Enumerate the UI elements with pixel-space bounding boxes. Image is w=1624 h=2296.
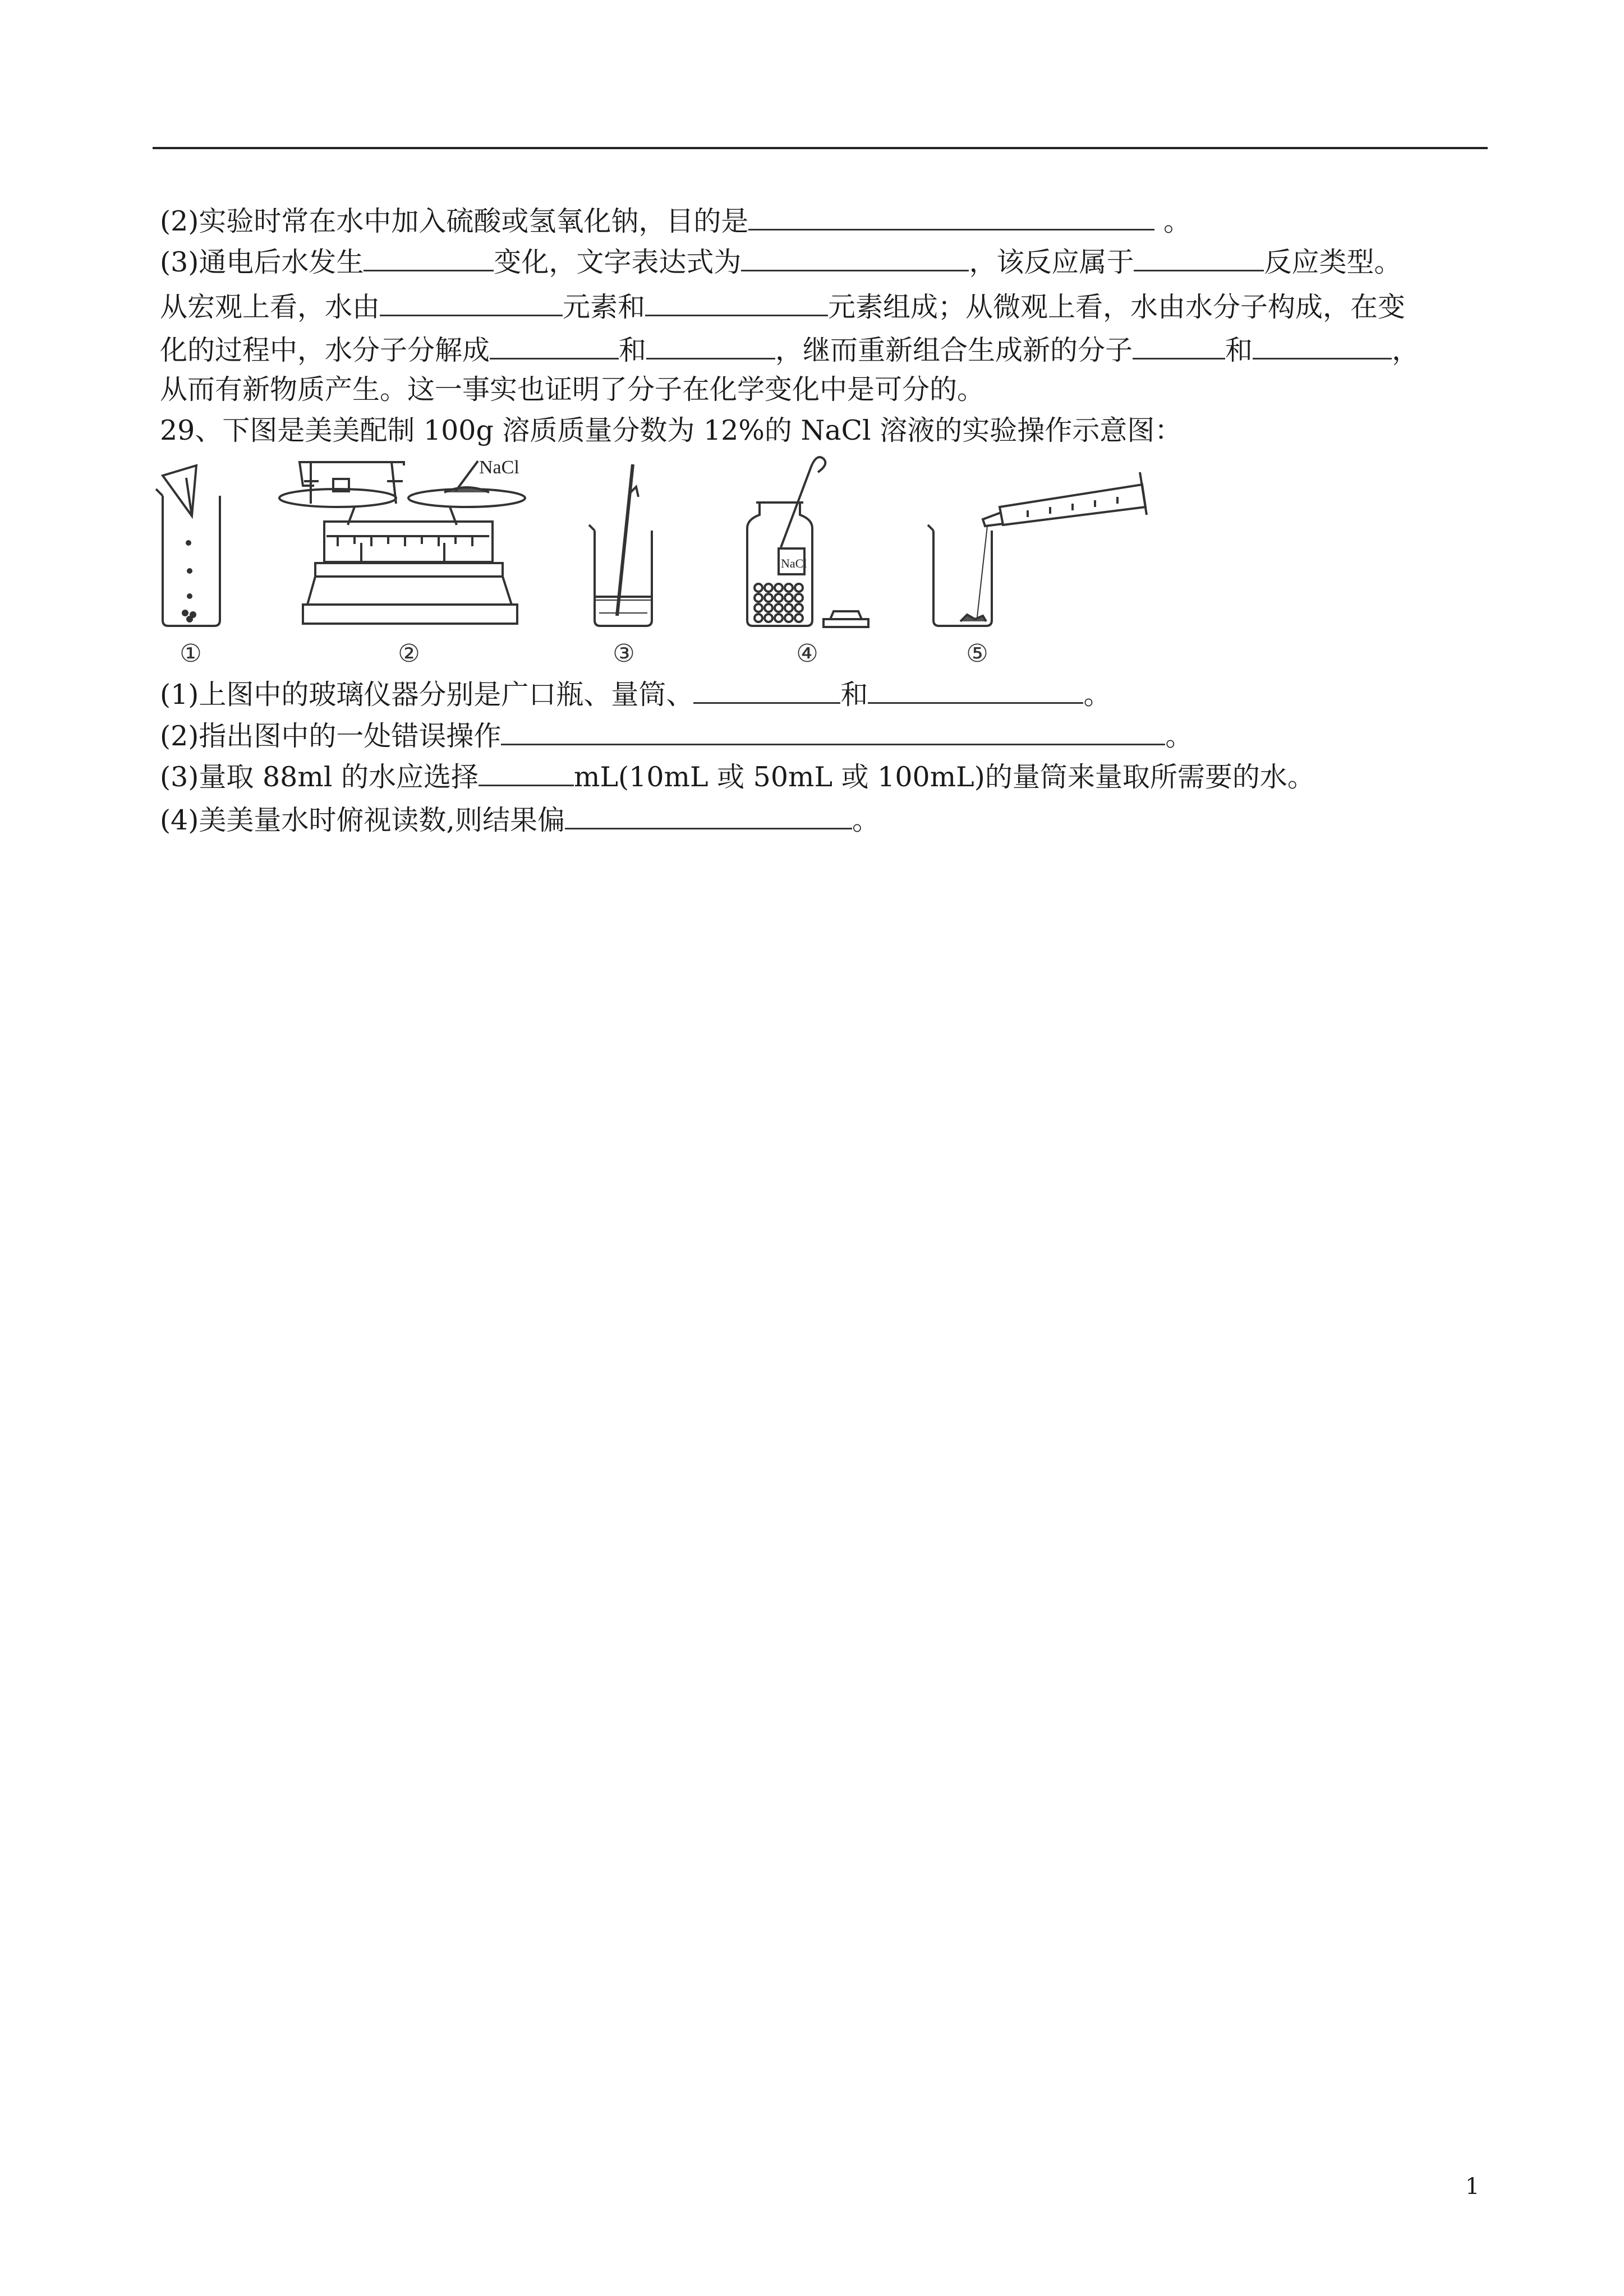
experiment-diagram [153,453,1162,677]
answer-blank[interactable] [380,289,563,316]
conclusion-line [160,373,984,407]
question-29-title [160,414,1182,448]
text: 从而有新物质产生。这一事实也证明了分子在化学变化中是可分的。 [160,374,985,405]
text: 。 [1083,679,1111,711]
step-2-label: ② [398,639,420,668]
experiment-figure [153,453,1162,677]
beaker-with-paper-icon [156,465,220,626]
answer-blank[interactable] [1133,332,1225,359]
text: 和 [1225,334,1253,366]
text: 和 [619,334,647,366]
answer-blank[interactable] [1253,332,1392,359]
text: (3)通电后水发生 [160,246,364,278]
graduated-cylinder-pouring-icon [928,472,1147,626]
text: 和 [840,679,868,711]
text: 29、下图是美美配制 100g 溶质质量分数为 12%的 NaCl 溶液的实验操作示意图： [160,414,1183,446]
answer-blank[interactable] [501,718,1165,745]
text: ， [1392,334,1420,366]
question-29-3 [160,759,1315,794]
text: (4)美美量水时俯视读数,则结果偏 [160,804,565,836]
question-2-line [160,203,1191,238]
text: mL(10mL 或 50mL 或 100mL)的量筒来量取所需要的水。 [574,761,1315,793]
text: (2)指出图中的一处错误操作 [160,720,502,752]
header-rule [153,147,1488,149]
answer-blank[interactable] [693,676,840,704]
text: 。 [1165,720,1193,752]
step-4-label: ④ [796,639,818,668]
answer-blank[interactable] [741,244,969,271]
answer-blank[interactable] [645,289,828,316]
text: 。 [852,804,880,836]
text: 反应类型。 [1264,246,1402,278]
beaker-with-glass-rod-icon [589,464,652,626]
balance-scale-icon [279,461,525,624]
step-1-label: ① [180,639,202,668]
answer-blank[interactable] [1134,244,1264,271]
text: 元素和 [563,291,646,323]
question-3-line [160,244,1401,279]
answer-blank[interactable] [490,332,619,359]
text: 。 [1154,205,1191,237]
answer-blank[interactable] [646,332,775,359]
nacl-label: NaCl [479,457,519,478]
question-29-2 [160,718,1193,753]
macro-view-line [160,289,1405,324]
text: 从宏观上看，水由 [160,291,380,323]
answer-blank[interactable] [565,802,852,829]
text: 变化，文字表达式为 [494,246,742,278]
text: (3)量取 88ml 的水应选择 [160,761,479,793]
answer-blank[interactable] [868,676,1083,704]
text: ，继而重新组合生成新的分子 [775,334,1133,366]
reagent-bottle-icon [747,457,868,627]
text: (2)实验时常在水中加入硫酸或氢氧化钠，目的是 [160,205,749,237]
answer-blank[interactable] [479,759,574,786]
answer-blank[interactable] [364,244,494,271]
bottle-label: NaCl [781,556,807,570]
text: 化的过程中，水分子分解成 [160,334,490,366]
question-29-4 [160,802,880,837]
answer-blank[interactable] [748,203,1154,230]
text: (1)上图中的玻璃仪器分别是广口瓶、量筒、 [160,679,694,711]
question-29-1 [160,676,1111,712]
text: ，该反应属于 [969,246,1134,278]
step-5-label: ⑤ [966,639,988,668]
step-3-label: ③ [613,639,635,668]
page-number: 1 [1465,2174,1480,2200]
micro-view-line [160,332,1419,367]
text: 元素组成；从微观上看，水由水分子构成，在变 [828,291,1406,323]
